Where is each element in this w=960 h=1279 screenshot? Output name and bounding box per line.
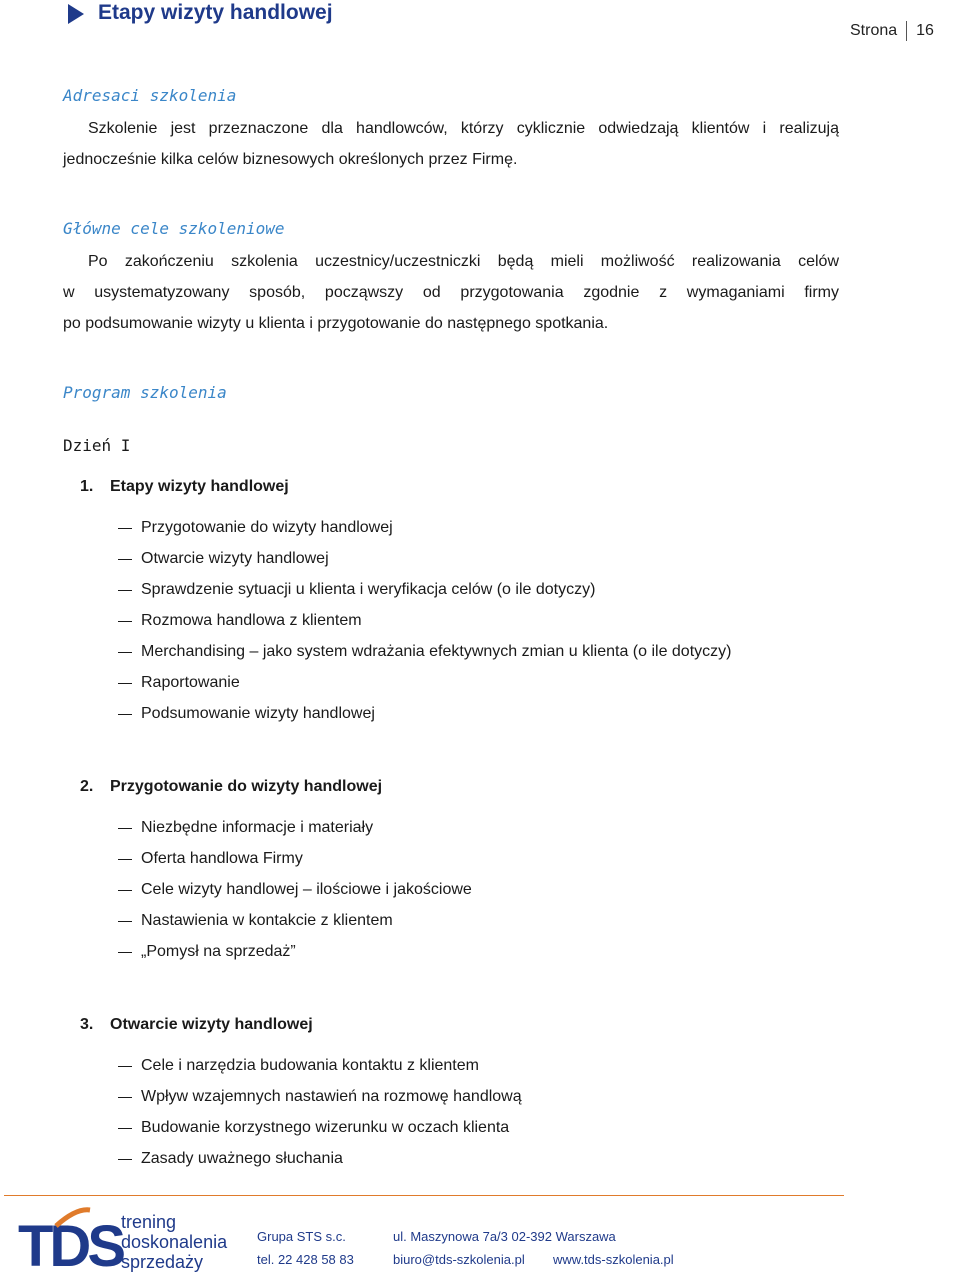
list-item bbox=[118, 818, 472, 849]
dash-bullet-icon bbox=[118, 1066, 132, 1067]
list-item-text: Sprawdzenie sytuacji u klienta i weryfikacja celów (o ile dotyczy) bbox=[141, 581, 596, 598]
list-item-text: Podsumowanie wizyty handlowej bbox=[141, 705, 375, 722]
dash-bullet-icon bbox=[118, 683, 132, 684]
module-items bbox=[118, 1056, 522, 1180]
dash-bullet-icon bbox=[118, 921, 132, 922]
list-item bbox=[118, 1149, 522, 1180]
dash-bullet-icon bbox=[118, 528, 132, 529]
dash-bullet-icon bbox=[118, 590, 132, 591]
goals-paragraph bbox=[63, 246, 839, 339]
footer-website[interactable]: www.tds-szkolenia.pl bbox=[553, 1252, 674, 1267]
page-separator bbox=[906, 21, 907, 41]
module-name: Otwarcie wizyty handlowej bbox=[110, 1016, 313, 1033]
list-item-text: Nastawienia w kontakcie z klientem bbox=[141, 912, 393, 929]
list-item-text: Budowanie korzystnego wizerunku w oczach klienta bbox=[141, 1119, 510, 1136]
page-title: Etapy wizyty handlowej bbox=[98, 1, 333, 24]
module-items bbox=[118, 518, 731, 735]
logo-line: sprzedaży bbox=[121, 1252, 204, 1272]
module-name: Przygotowanie do wizyty handlowej bbox=[110, 778, 383, 795]
dash-bullet-icon bbox=[118, 1097, 132, 1098]
module-items bbox=[118, 818, 472, 973]
footer-divider bbox=[4, 1195, 844, 1196]
program-heading: Program szkolenia bbox=[63, 383, 227, 402]
list-item-text: Cele wizyty handlowej – ilościowe i jakościowe bbox=[141, 881, 472, 898]
svg-text:TDS: TDS bbox=[18, 1214, 122, 1276]
triangle-bullet-icon bbox=[68, 4, 84, 24]
module-name: Etapy wizyty handlowej bbox=[110, 478, 289, 495]
goals-line: po podsumowanie wizyty u klienta i przygotowanie do następnego spotkania. bbox=[63, 315, 609, 332]
dash-bullet-icon bbox=[118, 714, 132, 715]
list-item-text: Raportowanie bbox=[141, 674, 240, 691]
module-title bbox=[80, 777, 382, 797]
list-item bbox=[118, 549, 731, 580]
audience-line: Szkolenie jest przeznaczone dla handlowców, którzy cyklicznie odwiedzają klientów i realizują bbox=[88, 120, 839, 137]
tds-logo-letters bbox=[18, 1214, 124, 1276]
page-number-block bbox=[850, 20, 934, 42]
logo-line: doskonalenia bbox=[121, 1232, 228, 1252]
list-item bbox=[118, 880, 472, 911]
goals-line: Po zakończeniu szkolenia uczestnicy/uczestniczki będą mieli możliwość realizowania celów bbox=[88, 253, 839, 270]
list-item bbox=[118, 1087, 522, 1118]
footer-company: Grupa STS s.c. bbox=[257, 1229, 346, 1244]
dash-bullet-icon bbox=[118, 890, 132, 891]
audience-line: jednocześnie kilka celów biznesowych określonych przez Firmę. bbox=[63, 151, 518, 168]
list-item bbox=[118, 580, 731, 611]
list-item-text: Oferta handlowa Firmy bbox=[141, 850, 303, 867]
list-item-text: Merchandising – jako system wdrażania efektywnych zmian u klienta (o ile dotyczy) bbox=[141, 643, 732, 660]
dash-bullet-icon bbox=[118, 1128, 132, 1129]
day-label: Dzień I bbox=[63, 436, 131, 455]
list-item bbox=[118, 518, 731, 549]
audience-paragraph bbox=[63, 113, 839, 175]
footer-phone: tel. 22 428 58 83 bbox=[257, 1252, 354, 1267]
list-item bbox=[118, 611, 731, 642]
footer-email[interactable]: biuro@tds-szkolenia.pl bbox=[393, 1252, 525, 1267]
logo-line: trening bbox=[121, 1212, 177, 1232]
dash-bullet-icon bbox=[118, 621, 132, 622]
list-item bbox=[118, 1118, 522, 1149]
tds-logo bbox=[18, 1204, 258, 1276]
list-item-text: Przygotowanie do wizyty handlowej bbox=[141, 519, 393, 536]
page-number: 16 bbox=[916, 22, 934, 39]
goals-heading: Główne cele szkoleniowe bbox=[63, 219, 285, 238]
footer-address: ul. Maszynowa 7a/3 02-392 Warszawa bbox=[393, 1229, 616, 1244]
list-item-text: Otwarcie wizyty handlowej bbox=[141, 550, 329, 567]
dash-bullet-icon bbox=[118, 859, 132, 860]
dash-bullet-icon bbox=[118, 952, 132, 953]
list-item bbox=[118, 673, 731, 704]
list-item-text: Wpływ wzajemnych nastawień na rozmowę handlową bbox=[141, 1088, 522, 1105]
module-title bbox=[80, 1015, 313, 1035]
audience-heading: Adresaci szkolenia bbox=[63, 86, 237, 105]
page-label: Strona bbox=[850, 22, 898, 39]
module-number: 2. bbox=[80, 778, 94, 795]
list-item-text: Rozmowa handlowa z klientem bbox=[141, 612, 362, 629]
list-item bbox=[118, 642, 731, 673]
dash-bullet-icon bbox=[118, 1159, 132, 1160]
list-item bbox=[118, 911, 472, 942]
goals-line: w usystematyzowany sposób, począwszy od przygotowania zgodnie z wymaganiami firmy bbox=[63, 284, 839, 301]
list-item bbox=[118, 704, 731, 735]
list-item bbox=[118, 942, 472, 973]
list-item bbox=[118, 1056, 522, 1087]
module-title bbox=[80, 477, 289, 497]
list-item-text: Niezbędne informacje i materiały bbox=[141, 819, 374, 836]
list-item-text: „Pomysł na sprzedaż” bbox=[141, 943, 296, 960]
dash-bullet-icon bbox=[118, 828, 132, 829]
module-number: 3. bbox=[80, 1016, 94, 1033]
module-number: 1. bbox=[80, 478, 94, 495]
dash-bullet-icon bbox=[118, 652, 132, 653]
list-item-text: Cele i narzędzia budowania kontaktu z klientem bbox=[141, 1057, 479, 1074]
list-item-text: Zasady uważnego słuchania bbox=[141, 1150, 343, 1167]
dash-bullet-icon bbox=[118, 559, 132, 560]
list-item bbox=[118, 849, 472, 880]
